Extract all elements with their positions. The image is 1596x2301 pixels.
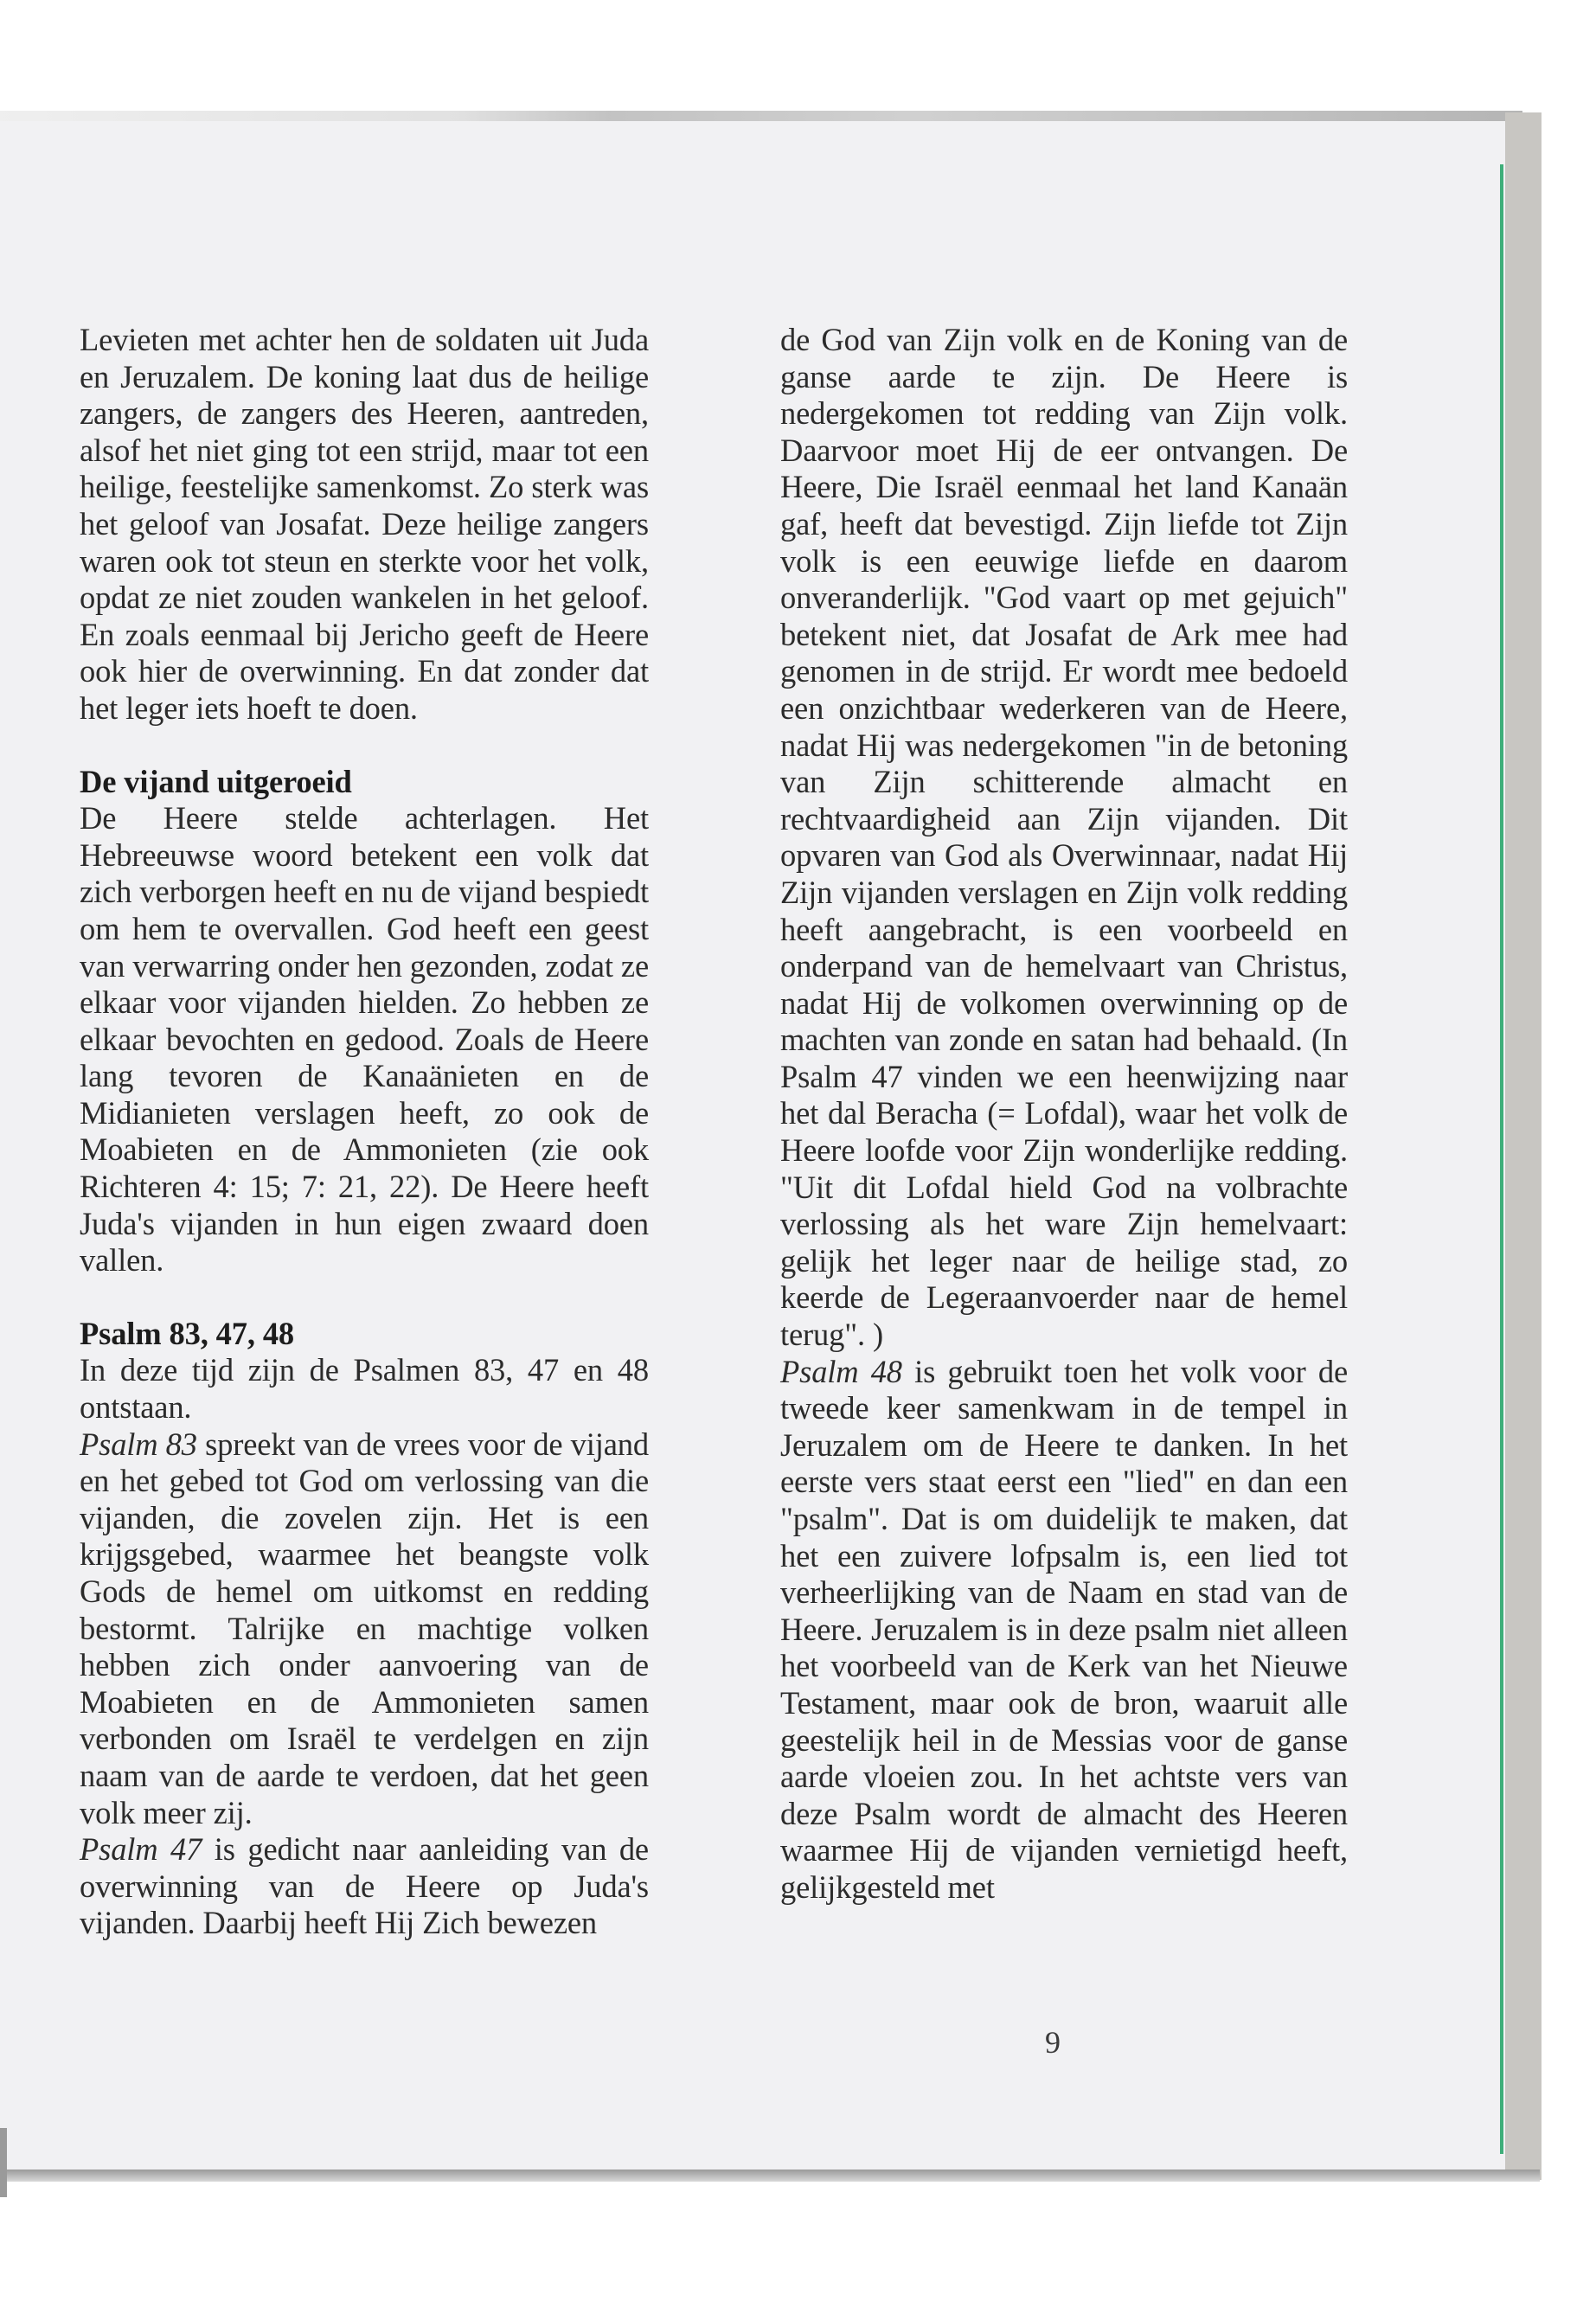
left-intro-paragraph: Levieten met achter hen de soldaten uit Juda en Jeruzalem. De koning laat dus de heilige zangers, de zangers des Heeren, aantreden, alsof het niet ging tot een strijd, maar tot een heilige, feestelijke samenkomst. Zo sterk was het geloof van Josafat. Deze heilige zangers waren ook tot steun en sterkte voor het volk, opdat ze niet zouden wankelen in het geloof. En zoals eenmaal bij Jericho geeft de Heere ook hier de overwinning. En dat zonder dat het leger iets hoeft te doen. xyxy=(80,322,649,726)
right-continuation-paragraph: de God van Zijn volk en de Koning van de ganse aarde te zijn. De Heere is nedergekomen tot redding van Zijn volk. Daarvoor moet Hij de eer ontvangen. De Heere, Die Israël eenmaal het land Kanaän gaf, heeft dat bevestigd. Zijn liefde tot Zijn volk is een eeuwige liefde en daarom onveranderlijk. "God vaart op met gejuich" betekent niet, dat Josafat de Ark mee had genomen in de strijd. Er wordt mee bedoeld een onzichtbaar wederkeren van de Heere, nadat Hij was nedergekomen "in de betoning van Zijn schitterende almacht en rechtvaardigheid aan Zijn vijanden. Dit opvaren van God als Overwinnaar, nadat Hij Zijn vijanden verslagen en Zijn volk redding heeft aangebracht, is een voorbeeld en onderpand van de hemelvaart van Christus, nadat Hij de volkomen overwinning op de machten van zonde en satan had behaald. (In Psalm 47 vinden we een heenwijzing naar het dal Beracha (= Lofdal), waar het volk de Heere loofde voor Zijn wonderlijke redding. "Uit dit Lofdal hield God na volbrachte verlossing als het ware Zijn hemelvaart: gelijk het leger naar de heilige stad, zo keerde de Legeraanvoerder naar de hemel terug". ) xyxy=(780,322,1348,1353)
psalm-47-label: Psalm 47 xyxy=(80,1831,202,1868)
psalm-48-text: is gebruikt toen het volk voor de tweede keer samenkwam in de tempel in Jeruzalem om de Heere te danken. In het eerste vers staat eerst een "lied" en dan een "psalm". Dat is om duidelijk te maken, dat het een zuivere lofpsalm is, een lied tot verheerlijking van de Naam en stad van de Heere. Jeruzalem is in deze psalm niet alleen het voorbeeld van de Kerk van het Nieuwe Testament, maar ook de bron, waaruit alle geestelijk heil in de Messias voor de ganse aarde vloeien zou. In het achtste vers van deze Psalm wordt de almacht des Heeren waarmee Hij de vijanden vernietigd heeft, gelijkgesteld met xyxy=(780,1353,1348,1905)
heading-de-vijand-uitgeroeid: De vijand uitgeroeid xyxy=(80,763,352,799)
heading-psalm-83-47-48: Psalm 83, 47, 48 xyxy=(80,1315,295,1351)
psalm-83-paragraph xyxy=(80,1426,649,1832)
right-column xyxy=(780,322,1348,1907)
page-edge-accent xyxy=(1500,164,1503,2154)
psalmen-intro-paragraph: In deze tijd zijn de Psalmen 83, 47 en 48 ontstaan. xyxy=(80,1352,649,1426)
page-bottom-edge xyxy=(0,2170,1540,2182)
scan-mark xyxy=(0,2128,7,2197)
binding-strip xyxy=(1505,112,1542,2180)
section-vijand-paragraph: De Heere stelde achterlagen. Het Hebreeuwse woord betekent een volk dat zich verborgen heeft en nu de vijand bespiedt om hem te overvallen. God heeft een geest van verwarring onder hen gezonden, zodat ze elkaar voor vijanden hielden. Zo hebben ze elkaar bevochten en gedood. Zoals de Heere lang tevoren de Kanaänieten en de Midianieten verslagen heeft, zo ook de Moabieten en de Ammonieten (zie ook Richteren 4: 15; 7: 21, 22). De Heere heeft Juda's vijanden in hun eigen zwaard doen vallen. xyxy=(80,800,649,1279)
psalm-48-label: Psalm 48 xyxy=(780,1353,902,1389)
psalm-47-text: is gedicht naar aanleiding van de overwinning van de Heere op Juda's vijanden. Daarbij heeft Hij Zich bewezen xyxy=(80,1831,649,1941)
page-number: 9 xyxy=(1045,2025,1061,2060)
psalm-83-text: spreekt van de vrees voor de vijand en het gebed tot God om verlossing van die vijanden, die zovelen zijn. Het is een krijgsgebed, waarmee het beangste volk Gods de hemel om uitkomst en redding bestormt. Talrijke en machtige volken hebben zich onder aanvoering van de Moabieten en de Ammonieten samen verbonden om Israël te verdelgen en zijn naam van de aarde te verdoen, dat het geen volk meer zij. xyxy=(80,1426,649,1830)
psalm-48-paragraph xyxy=(780,1354,1348,1907)
left-column xyxy=(80,322,649,1942)
psalm-83-label: Psalm 83 xyxy=(80,1426,197,1462)
psalm-47-paragraph xyxy=(80,1831,649,1942)
